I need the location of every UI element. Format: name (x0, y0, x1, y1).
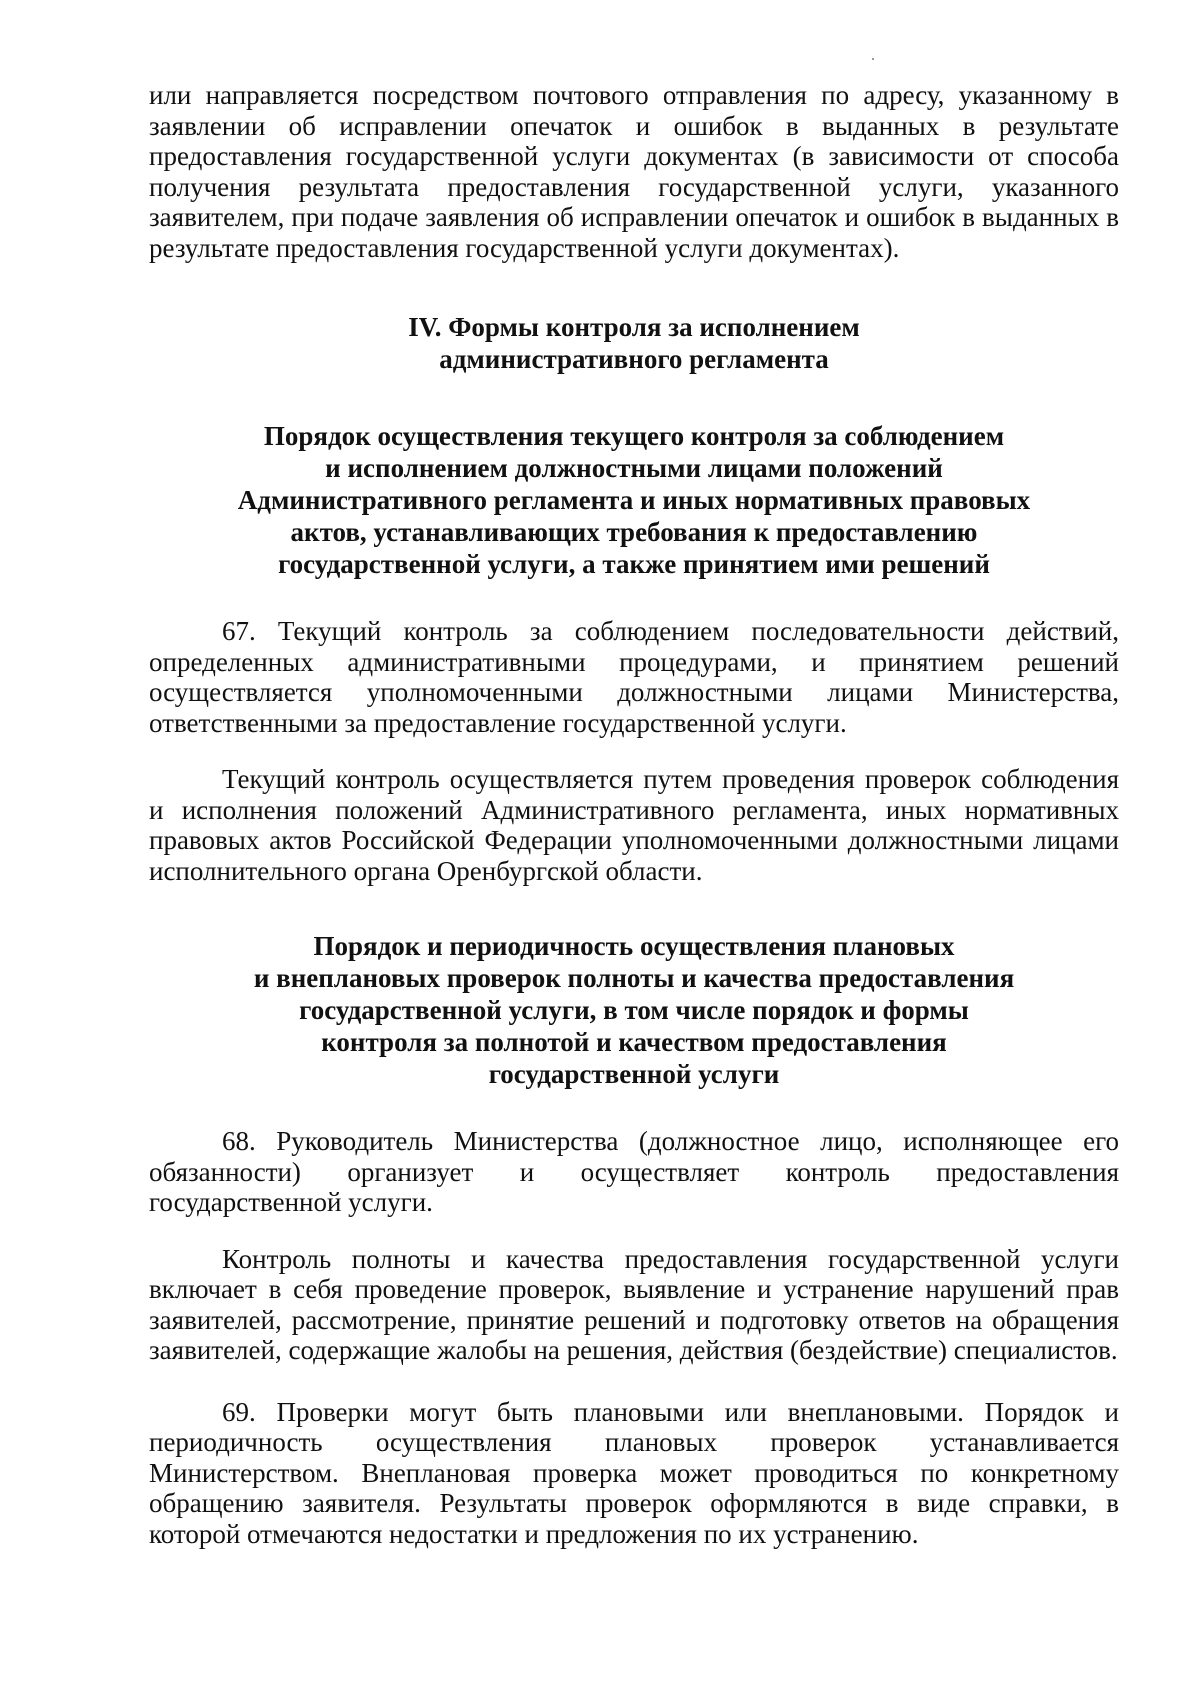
heading-line: Административного регламента и иных нормативных правовых (237, 485, 1031, 515)
document-body (149, 80, 1119, 1549)
paragraph-69: 69. Проверки могут быть плановыми или внеплановыми. Порядок и периодичность осуществления плановых проверок устанавливается Министерством. Внеплановая проверка может проводиться по конкретному обращению заявителя. Результаты проверок оформляются в виде справки, в которой отмечаются недостатки и предложения по их устранению. (149, 1396, 1119, 1549)
heading-line: и внеплановых проверок полноты и качества предоставления (253, 963, 1015, 993)
heading-line: актов, устанавливающих требования к предоставлению (290, 517, 978, 547)
paragraph-68-continuation: Контроль полноты и качества предоставления государственной услуги включает в себя проведение проверок, выявление и устранение нарушений прав заявителей, рассмотрение, принятие решений и подготовку ответов на обращения заявителей, содержащие жалобы на решения, действия (бездействие) специалистов. (149, 1243, 1119, 1365)
heading-line: и исполнением должностными лицами положений (325, 453, 943, 483)
subsection-heading-inspections (149, 930, 1119, 1090)
heading-line: государственной услуги, а также принятием ими решений (278, 549, 990, 579)
paragraph-67-continuation: Текущий контроль осуществляется путем проведения проверок соблюдения и исполнения положений Административного регламента, иных нормативных правовых актов Российской Федерации уполномоченными должностными лицами исполнительного органа Оренбургской области. (149, 764, 1119, 886)
section-title-line: IV. Формы контроля за исполнением (408, 312, 860, 342)
heading-line: Порядок осуществления текущего контроля за соблюдением (263, 421, 1005, 451)
intro-paragraph: или направляется посредством почтового отправления по адресу, указанному в заявлении об исправлении опечаток и ошибок в выданных в результате предоставления государственной услуги документах (в зависимости от способа получения результата предоставления государственной услуги, указанного заявителем, при подаче заявления об исправлении опечаток и ошибок в выданных в результате предоставления государственной услуги документах). (149, 80, 1119, 263)
paragraph-68: 68. Руководитель Министерства (должностное лицо, исполняющее его обязанности) организует и осуществляет контроль предоставления государственной услуги. (149, 1126, 1119, 1217)
heading-line: контроля за полнотой и качеством предоставления (321, 1027, 947, 1057)
heading-line: государственной услуги, в том числе порядок и формы (299, 995, 969, 1025)
heading-line: Порядок и периодичность осуществления плановых (313, 931, 955, 961)
section-title-line: административного регламента (439, 344, 829, 374)
section-title (149, 311, 1119, 375)
scan-speck (872, 58, 874, 60)
paragraph-67: 67. Текущий контроль за соблюдением последовательности действий, определенных административными процедурами, и принятием решений осуществляется уполномоченными должностными лицами Министерства, ответственными за предоставление государственной услуги. (149, 616, 1119, 738)
subsection-heading-current-control (149, 420, 1119, 580)
heading-line: государственной услуги (488, 1059, 780, 1089)
